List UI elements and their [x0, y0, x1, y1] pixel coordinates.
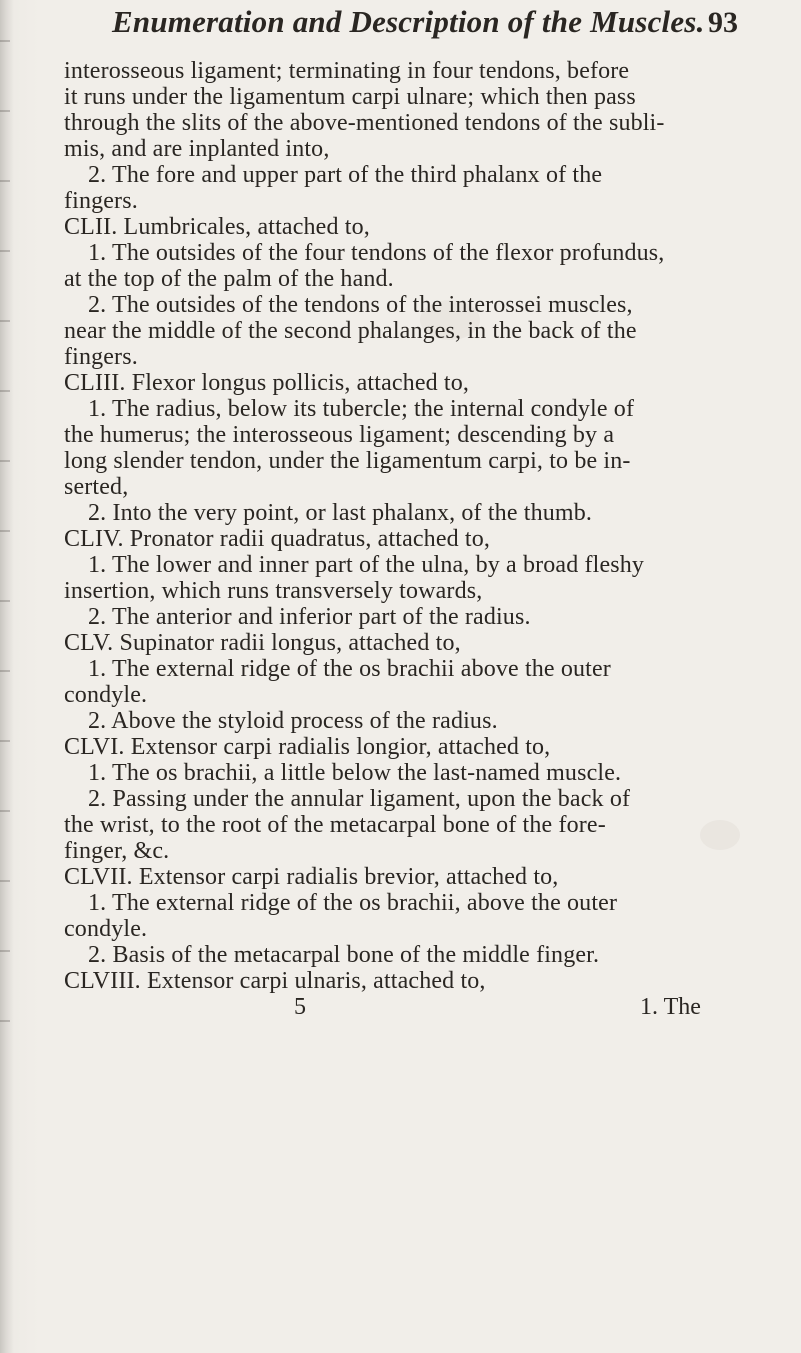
section-heading: CLVIII. Extensor carpi ulnaris, attached to, [64, 968, 486, 994]
section-heading: CLIII. Flexor longus pollicis, attached to, [64, 370, 470, 396]
text-line: at the top of the palm of the hand. [64, 266, 394, 292]
text-line: it runs under the ligamentum carpi ulnare; which then pass [64, 84, 636, 110]
text-line: the humerus; the interosseous ligament; descending by a [64, 422, 615, 448]
page-number: 93 [708, 6, 738, 39]
text-line: mis, and are inplanted into, [64, 136, 330, 162]
text-line: 2. Above the styloid process of the radius. [88, 708, 498, 734]
section-heading: CLIV. Pronator radii quadratus, attached to, [64, 526, 491, 552]
text-line: 1. The external ridge of the os brachii above the outer [88, 656, 611, 682]
text-line: fingers. [64, 188, 138, 214]
text-line: 1. The radius, below its tubercle; the internal condyle of [88, 396, 635, 422]
section-heading: CLII. Lumbricales, attached to, [64, 214, 370, 240]
section-heading: CLVII. Extensor carpi radialis brevior, attached to, [64, 864, 559, 890]
signature-mark: 5 [294, 994, 306, 1020]
section-heading: CLV. Supinator radii longus, attached to, [64, 630, 461, 656]
text-line: near the middle of the second phalanges, in the back of the [64, 318, 637, 344]
text-line: 2. The anterior and inferior part of the radius. [88, 604, 531, 630]
text-line: 2. The outsides of the tendons of the interossei muscles, [88, 292, 633, 318]
text-line: finger, &c. [64, 838, 170, 864]
text-line: 1. The os brachii, a little below the last-named muscle. [88, 760, 622, 786]
text-line: 1. The lower and inner part of the ulna, by a broad fleshy [88, 552, 645, 578]
text-line: interosseous ligament; terminating in four tendons, before [64, 58, 630, 84]
text-line: 2. The fore and upper part of the third phalanx of the [88, 162, 603, 188]
text-line: 2. Passing under the annular ligament, upon the back of [88, 786, 631, 812]
section-heading: CLVI. Extensor carpi radialis longior, attached to, [64, 734, 551, 760]
text-line: condyle. [64, 916, 148, 942]
text-line: the wrist, to the root of the metacarpal bone of the fore- [64, 812, 606, 838]
text-line: 1. The external ridge of the os brachii, above the outer [88, 890, 618, 916]
running-head: Enumeration and Description of the Muscles. [112, 4, 705, 39]
catchword: 1. The [640, 994, 701, 1020]
text-line: 2. Basis of the metacarpal bone of the middle finger. [88, 942, 600, 968]
text-line: 1. The outsides of the four tendons of the flexor profundus, [88, 240, 665, 266]
text-line: fingers. [64, 344, 138, 370]
text-line: through the slits of the above-mentioned tendons of the subli- [64, 110, 665, 136]
text-line: condyle. [64, 682, 148, 708]
text-line: long slender tendon, under the ligamentum carpi, to be in- [64, 448, 631, 474]
text-line: serted, [64, 474, 129, 500]
text-line: insertion, which runs transversely towards, [64, 578, 483, 604]
text-line: 2. Into the very point, or last phalanx, of the thumb. [88, 500, 593, 526]
